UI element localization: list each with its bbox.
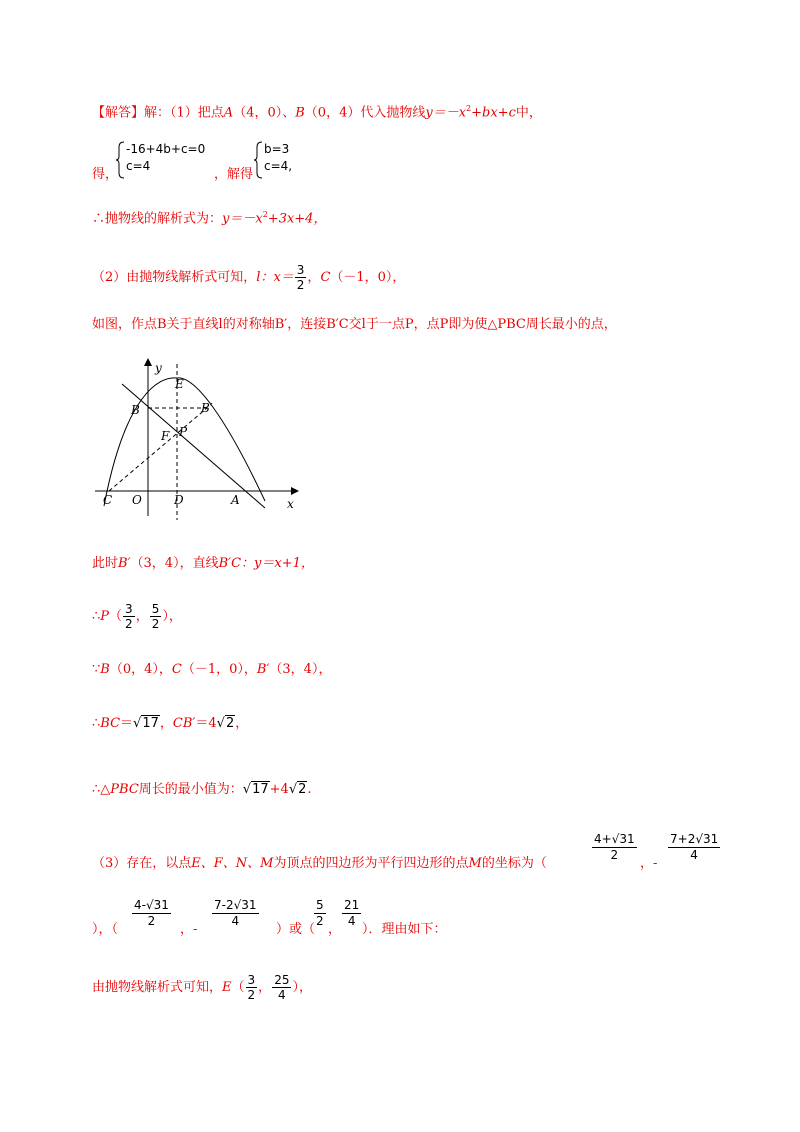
para-12-open: ），（ [92, 922, 119, 937]
system-2: b=3 c=4, [264, 142, 293, 173]
parabola-figure [95, 356, 305, 522]
para-5: 如图，作点B关于直线l的对称轴B′，连接B′C交l于一点P，点P即为使△PBC周长最小的点， [92, 317, 617, 332]
para-10: ∴△PBC周长的最小值为：√17+4√2. [92, 782, 312, 797]
label-B: B [131, 403, 140, 417]
label-F: F [161, 429, 170, 443]
segment-CBp [109, 408, 207, 491]
fraction-3-2: $\frac{3}{2}$ [296, 263, 305, 292]
x-axis-arrow [291, 487, 299, 495]
para-11: （3）存在，以点E、F、N、M为顶点的四边形为平行四边形的点M的坐标为（ [92, 856, 547, 871]
label-P: P [179, 425, 188, 439]
para-2: 得， [92, 167, 119, 182]
label-x: x [287, 497, 294, 511]
para-13: 由抛物线解析式可知，E（ $\frac{3}{2}$ ， $\frac{25}{4}$ ）， [92, 973, 312, 1002]
label-E: E [175, 377, 184, 391]
frac-12c: 5 2 [316, 898, 324, 928]
para-9: ∴BC＝√17，CB′＝4√2， [92, 716, 249, 731]
frac-11a: 4+√31 2 [594, 832, 635, 862]
solve-text: ，解得 [214, 167, 254, 182]
brace-2 [254, 141, 264, 179]
frac-12d: 21 4 [344, 898, 360, 928]
para-1: 【解答】解：（1）把点A（4，0）、B（0，4）代入抛物线$y=-x^2+bx+c$中， [92, 104, 542, 121]
label-y: y [155, 361, 162, 375]
comma-12: ， [328, 922, 342, 937]
para-4: （2）由抛物线解析式可知，l：x＝ $\frac{3}{2}$ ，C（－1，0）， [92, 263, 406, 292]
para-8: ∵B（0，4），C（－1，0），B′（3，4）， [92, 662, 332, 677]
y-axis-arrow [144, 358, 152, 366]
para-12-mid: ）或（ [276, 922, 316, 937]
brace-1 [116, 141, 126, 179]
frac-12a: 4-√31 2 [134, 898, 169, 928]
line-BA [122, 384, 265, 508]
para-7: ∴P（ $\frac{3}{2}$ ， $\frac{5}{2}$ ）， [92, 602, 182, 631]
answer-tag: 【解答】 [92, 105, 145, 121]
label-A: A [231, 493, 240, 507]
system-1: -16+4b+c=0 c=4 [126, 142, 206, 173]
label-D: D [174, 493, 184, 507]
frac-12b: 7-2√31 4 [214, 898, 257, 928]
label-Bp: B′ [201, 401, 213, 415]
para-6: 此时B′（3，4），直线B′C：y＝x+1， [92, 556, 314, 571]
label-O: O [132, 493, 142, 507]
sep-11: ，- [640, 856, 658, 871]
para-3: ∴抛物线的解析式为：$y=-x^2+3x+4$， [92, 210, 327, 227]
para-12-end: ）．理由如下： [362, 922, 447, 937]
frac-11b: 7+2√31 4 [670, 832, 719, 862]
label-C: C [103, 493, 113, 507]
sep-12: ，- [180, 922, 198, 937]
